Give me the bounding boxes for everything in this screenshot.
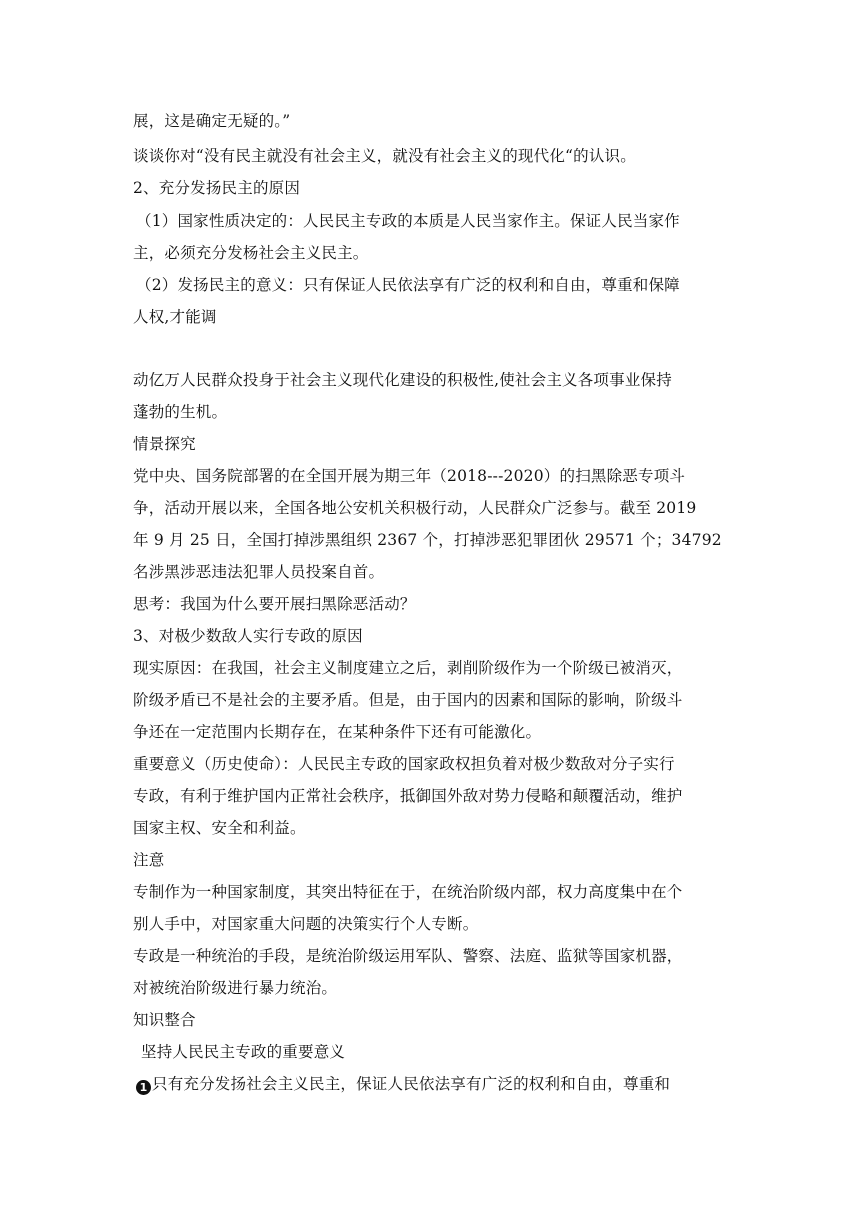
text-line: 阶级矛盾已不是社会的主要矛盾。但是，由于国内的因素和国际的影响，阶级斗 [133,691,683,709]
text-line: 思考：我国为什么要开展扫黑除恶活动？ [133,595,416,613]
text-line: 蓬勃的生机。 [133,403,228,421]
numbered-bullet-icon: 1 [136,1080,151,1095]
text-line: 谈谈你对“没有民主就没有社会主义，就没有社会主义的现代化“的认识。 [133,147,636,165]
list-item-text: 只有充分发扬社会主义民主，保证人民依法享有广泛的权利和自由，尊重和 [152,1075,671,1093]
text-line: 主，必须充分发杨社会主义民主。 [133,244,369,262]
section-heading: 情景探究 [133,435,196,453]
text-line: 重要意义（历史使命）：人民民主专政的国家政权担负着对极少数敌对分子实行 [133,755,675,773]
text-line: 专政，有利于维护国内正常社会秩序，抵御国外敌对势力侵略和颠覆活动，维护 [133,787,683,805]
text-line: 名涉黑涉恶违法犯罪人员投案自首。 [133,563,385,581]
text-line: （2）发扬民主的意义：只有保证人民依法享有广泛的权利和自由，尊重和保障 [136,276,680,294]
text-line: 党中央、国务院部署的在全国开展为期三年（2018---2020）的扫黑除恶专项斗 [133,467,686,485]
text-line: 专政是一种统治的手段，是统治阶级运用军队、警察、法庭、监狱等国家机器， [133,947,683,965]
section-heading: 注意 [133,851,165,869]
text-line: 争，活动开展以来，全国各地公安机关积极行动，人民群众广泛参与。截至 2019 [133,499,697,517]
text-line: 动亿万人民群众投身于社会主义现代化建设的积极性,使社会主义各项事业保持 [133,371,672,389]
text-line: 年 9 月 25 日，全国打掉涉黑组织 2367 个，打掉涉恶犯罪团伙 29571 个；34792 [133,531,722,549]
section-heading: 2、充分发扬民主的原因 [133,179,301,197]
text-line: 展，这是确定无疑的。” [133,112,291,130]
text-line: 人权,才能调 [133,308,217,326]
text-line: 国家主权、安全和利益。 [133,819,306,837]
section-heading: 3、对极少数敌人实行专政的原因 [133,627,363,645]
text-line: 争还在一定范围内长期存在，在某种条件下还有可能激化。 [133,723,542,741]
text-line: 别人手中，对国家重大问题的决策实行个人专断。 [133,915,479,933]
text-line: 专制作为一种国家制度，其突出特征在于，在统治阶级内部，权力高度集中在个 [133,883,683,901]
text-line: 对被统治阶级进行暴力统治。 [133,979,338,997]
text-line: （1）国家性质决定的：人民民主专政的本质是人民当家作主。保证人民当家作 [136,212,680,230]
subsection-heading: 坚持人民民主专政的重要意义 [141,1043,346,1061]
section-heading: 知识整合 [133,1011,196,1029]
text-line: 现实原因：在我国，社会主义制度建立之后，剥削阶级作为一个阶级已被消灭， [133,659,683,677]
list-item [136,1073,736,1095]
